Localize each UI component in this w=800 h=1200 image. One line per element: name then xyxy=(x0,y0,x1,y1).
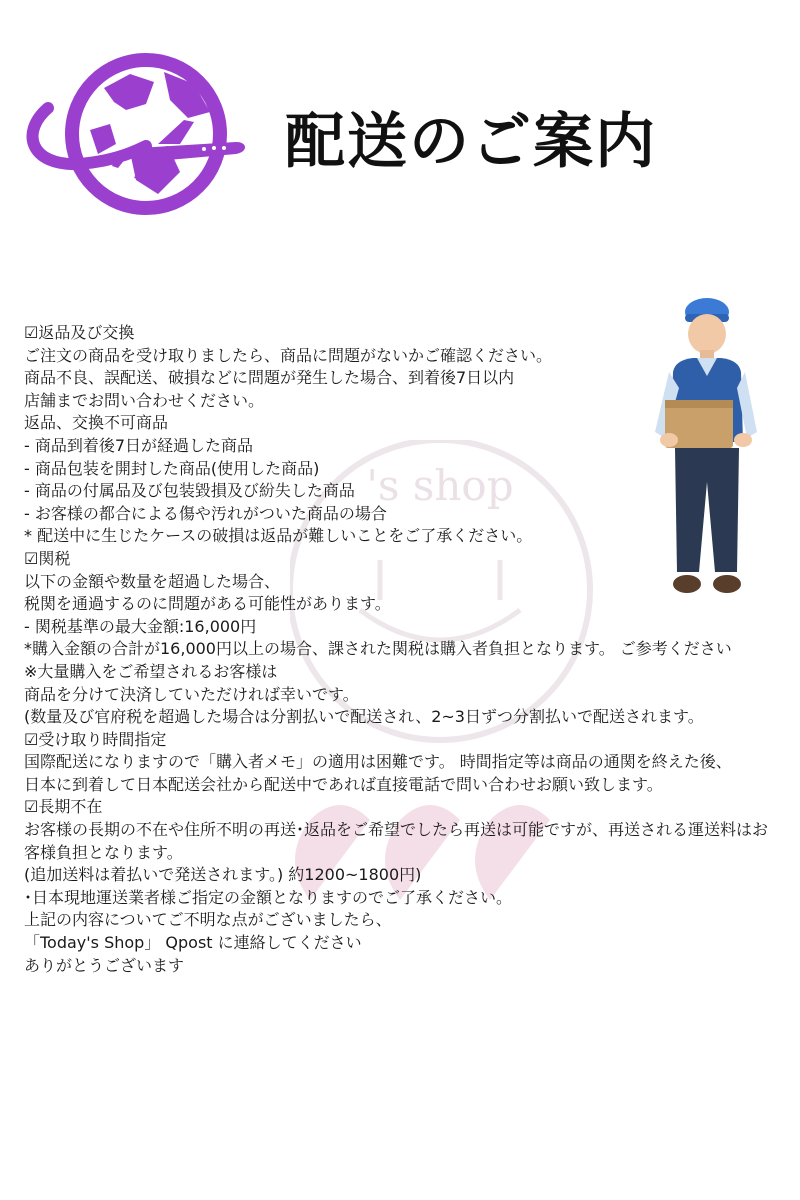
info-line: 返品、交換不可商品 xyxy=(24,413,169,433)
info-line: (追加送料は着払いで発送されます。) 約1200~1800円) xyxy=(24,865,422,885)
info-line: ありがとうございます xyxy=(24,955,185,975)
globe-airplane-icon xyxy=(18,48,250,216)
info-line: 以下の金額や数量を超過した場合、 xyxy=(24,571,281,591)
page-title: 配送のご案内 xyxy=(285,107,657,177)
info-line: - 関税基準の最大金額:16,000円 xyxy=(24,616,257,636)
info-line: ･日本現地運送業者様ご指定の金額となりますのでご了承ください。 xyxy=(24,887,513,907)
info-line: 国際配送になりますので「購入者メモ」の適用は困難です。 時間指定等は商品の通関を終えた後、 xyxy=(24,752,732,772)
info-line: お客様の長期の不在や住所不明の再送･返品をご希望でしたら再送は可能ですが、再送される運送料はお客様負担となります。 xyxy=(24,820,769,862)
info-line: 店舗までお問い合わせください。 xyxy=(24,390,265,410)
info-line: - 商品到着後7日が経過した商品 xyxy=(24,435,254,455)
info-line: ☑長期不在 xyxy=(24,797,103,817)
info-line: 日本に到着して日本配送会社から配送中であれば直接電話で問い合わせお願い致します。 xyxy=(24,774,663,794)
info-line: - 商品包装を開封した商品(使用した商品) xyxy=(24,458,320,478)
info-line: ※大量購入をご希望されるお客様は xyxy=(24,661,278,681)
info-line: 税関を通過するのに問題がある可能性があります。 xyxy=(24,594,391,614)
info-line: - 商品の付属品及び包装毀損及び紛失した商品 xyxy=(24,481,355,501)
info-line: ☑関税 xyxy=(24,548,71,568)
info-line: (数量及び官府税を超過した場合は分割払いで配送され、2~3日ずつ分割払いで配送されます。 xyxy=(24,707,704,727)
info-line: 「Today's Shop」 Qpost に連絡してください xyxy=(24,933,362,953)
info-line: ☑受け取り時間指定 xyxy=(24,729,167,749)
info-line: - お客様の都合による傷や汚れがついた商品の場合 xyxy=(24,503,387,523)
info-line: 商品不良、誤配送、破損などに問題が発生した場合、到着後7日以内 xyxy=(24,368,515,388)
info-line: * 配送中に生じたケースの破損は返品が難しいことをご了承ください。 xyxy=(24,526,533,546)
info-line: ☑返品及び交換 xyxy=(24,323,135,342)
info-line: 上記の内容についてご不明な点がございましたら、 xyxy=(24,910,392,930)
shipping-info-text xyxy=(24,322,776,977)
info-line: 商品を分けて決済していただければ幸いです。 xyxy=(24,684,359,704)
info-line: ご注文の商品を受け取りましたら、商品に問題がないかご確認ください。 xyxy=(24,345,553,365)
watermark-text: 's shop xyxy=(366,461,514,510)
info-line: *購入金額の合計が16,000円以上の場合、課された関税は購入者負担となります。 ご参考ください xyxy=(24,639,732,659)
